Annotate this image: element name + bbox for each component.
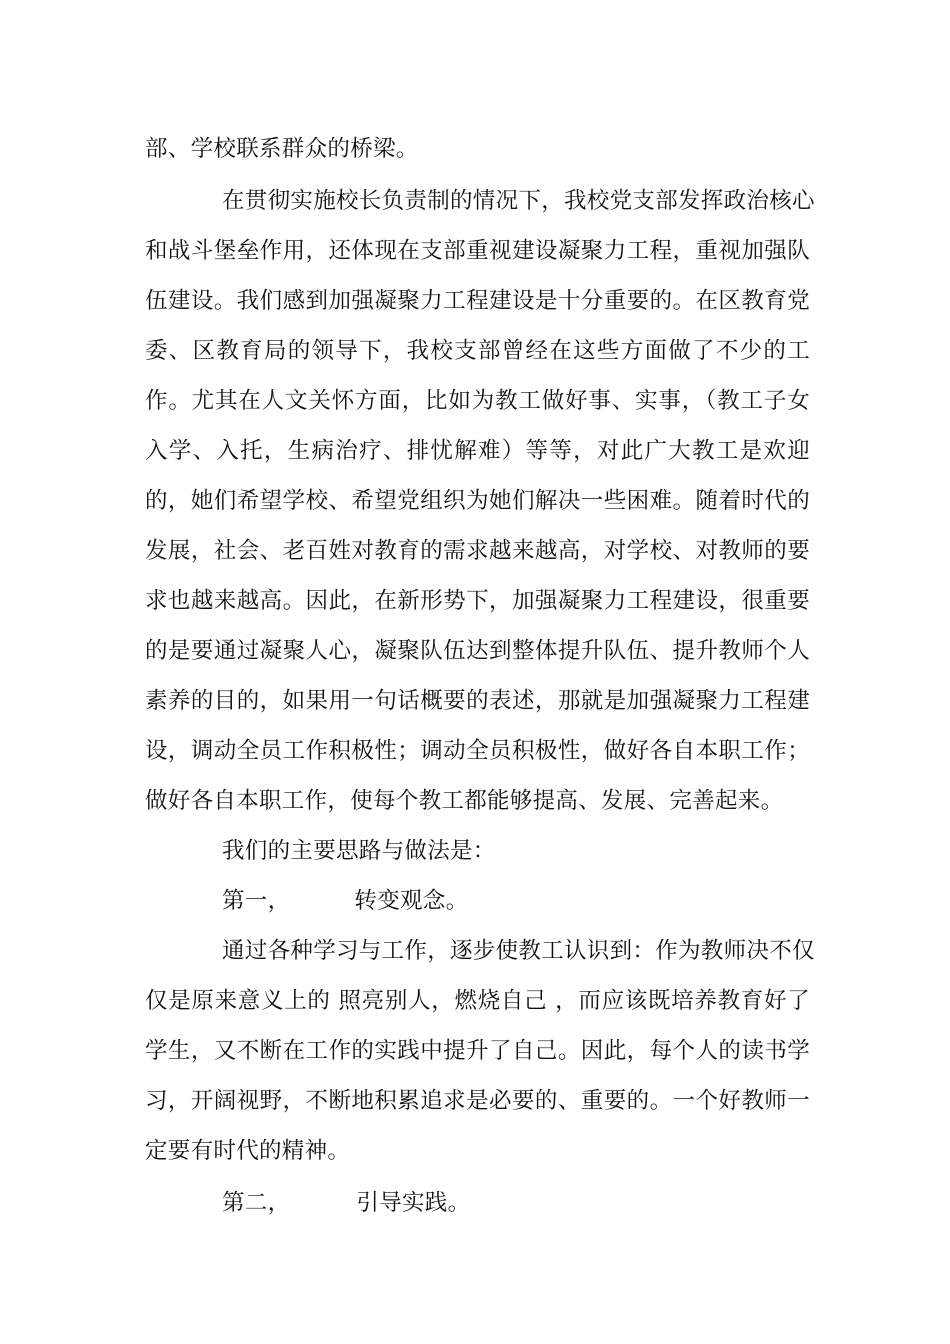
paragraph-line: 仅是原来意义上的 照亮别人，燃烧自己 ，而应该既培养教育好了	[145, 988, 810, 1014]
paragraph-line: 的，她们希望学校、希望党组织为她们解决一些困难。随着时代的	[145, 488, 810, 514]
paragraph-line: 学生，又不断在工作的实践中提升了自己。因此，每个人的读书学	[145, 1038, 810, 1064]
heading-text: 引导实践。	[356, 1190, 471, 1216]
section-heading-2	[222, 1178, 470, 1228]
paragraph-line: 入学、入托，生病治疗、排忧解难）等等，对此广大教工是欢迎	[145, 438, 810, 464]
paragraph-line: 素养的目的，如果用一句话概要的表述，那就是加强凝聚力工程建	[145, 688, 810, 714]
heading-number: 第二，	[222, 1190, 291, 1216]
paragraph-line: 习，开阔视野，不断地积累追求是必要的、重要的。一个好教师一	[145, 1088, 810, 1114]
paragraph-line: 伍建设。我们感到加强凝聚力工程建设是十分重要的。在区教育党	[145, 288, 810, 314]
section-heading-1	[222, 876, 468, 926]
paragraph-line: 和战斗堡垒作用，还体现在支部重视建设凝聚力工程，重视加强队	[145, 238, 810, 264]
paragraph-line: 的是要通过凝聚人心，凝聚队伍达到整体提升队伍、提升教师个人	[145, 638, 810, 664]
paragraph-line: 委、区教育局的领导下，我校支部曾经在这些方面做了不少的工	[145, 338, 810, 364]
paragraph-line: 通过各种学习与工作，逐步使教工认识到：作为教师决不仅	[222, 938, 815, 964]
paragraph-line: 设，调动全员工作积极性；调动全员积极性，做好各自本职工作；	[145, 738, 810, 764]
paragraph-line: 做好各自本职工作，使每个教工都能够提高、发展、完善起来。	[145, 788, 784, 814]
paragraph-line: 求也越来越高。因此，在新形势下，加强凝聚力工程建设，很重要	[145, 588, 810, 614]
paragraph-line: 在贯彻实施校长负责制的情况下，我校党支部发挥政治核心	[222, 188, 815, 214]
paragraph-line: 部、学校联系群众的桥梁。	[145, 136, 419, 162]
paragraph-line: 作。尤其在人文关怀方面，比如为教工做好事、实事，（教工子女	[145, 388, 810, 414]
heading-number: 第一，	[222, 888, 291, 914]
paragraph-line: 我们的主要思路与做法是：	[222, 838, 496, 864]
paragraph-line: 发展，社会、老百姓对教育的需求越来越高，对学校、对教师的要	[145, 538, 810, 564]
heading-text: 转变观念。	[354, 888, 469, 914]
paragraph-line: 定要有时代的精神。	[145, 1138, 351, 1164]
